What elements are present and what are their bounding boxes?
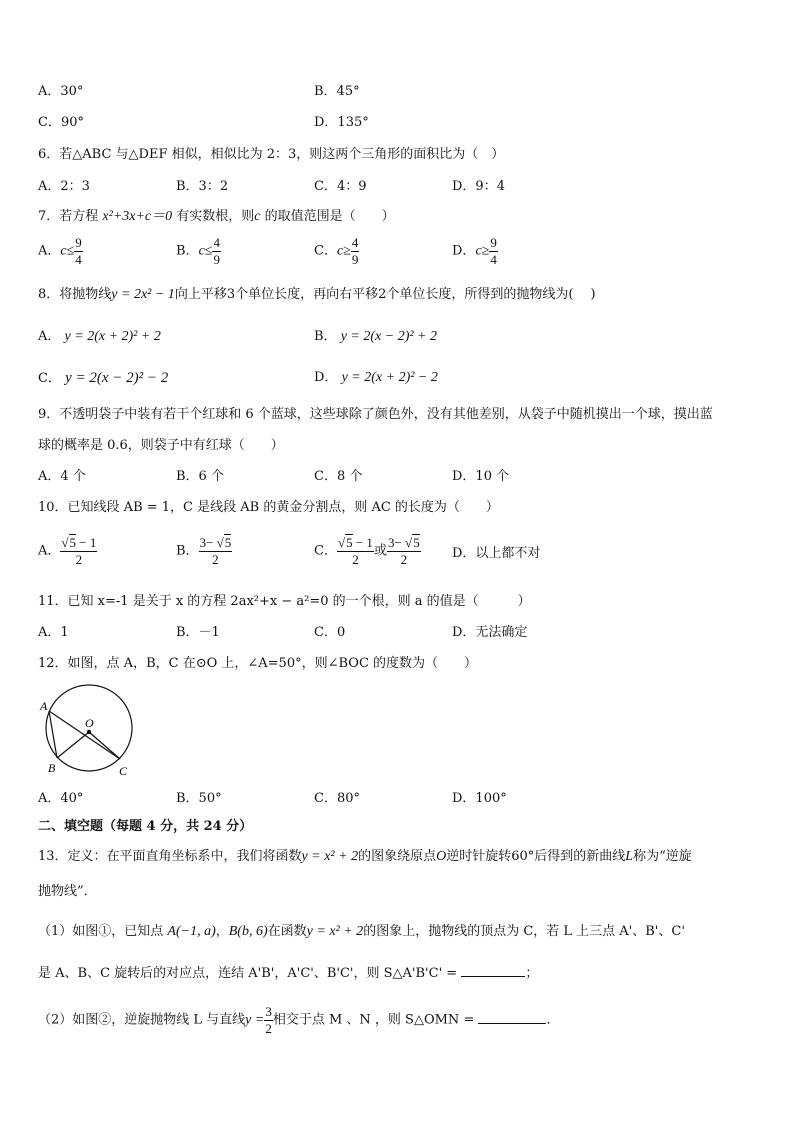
option-label: D． <box>314 370 338 385</box>
q12-option-c: C．80° <box>314 791 360 806</box>
q7-stem-mid: 有实数根，则 <box>172 209 255 224</box>
q8-option-d <box>314 371 438 385</box>
radicand: 5 <box>224 535 232 550</box>
q11-option-b: B．－1 <box>176 625 220 640</box>
q11-option-a: A．1 <box>38 625 69 640</box>
q7-stem-post: 的取值范围是（ ） <box>260 209 395 224</box>
q8-option-b <box>314 330 437 344</box>
q11-option-d: D．无法确定 <box>452 625 528 640</box>
q13-text: 的图象绕原点 <box>358 849 437 864</box>
fraction <box>212 236 221 266</box>
option-label: D． <box>452 243 476 259</box>
q13-part2 <box>38 1005 560 1035</box>
numerator-head: 3− <box>199 535 217 550</box>
circle-figure <box>34 684 140 780</box>
fraction <box>489 236 498 266</box>
q10-option-c <box>314 536 421 566</box>
fraction <box>199 536 233 566</box>
numerator: 3 <box>265 1004 272 1019</box>
fraction <box>264 1005 273 1035</box>
numerator: 9 <box>490 235 497 250</box>
q13-text: ． <box>546 1012 560 1028</box>
numerator: 4 <box>351 235 359 250</box>
question-6-stem: 6．若△ABC 与△DEF 相似，相似比为 2：3，则这两个三角形的面积比为（ ） <box>38 147 505 162</box>
question-7-stem <box>38 210 395 224</box>
q8-equation: y = 2x² − 1 <box>111 287 175 302</box>
denominator: 2 <box>400 551 408 567</box>
point-a: A(−1, a) <box>167 924 216 939</box>
denominator: 2 <box>212 551 219 567</box>
q7-option-b <box>176 236 221 266</box>
option-formula: y = 2(x − 2)² − 2 <box>65 370 169 386</box>
question-13-line1 <box>38 850 692 864</box>
fraction <box>387 536 421 566</box>
option-label: C． <box>314 243 337 259</box>
fraction <box>74 236 83 266</box>
numerator-head: 3− <box>387 535 406 550</box>
q13-text: 在函数 <box>267 924 307 939</box>
q9-option-d: D．10 个 <box>452 469 510 484</box>
q12-option-d: D．100° <box>452 791 507 806</box>
q12-option-a: A．40° <box>38 791 84 806</box>
denominator: 9 <box>351 251 359 267</box>
q13-text: （1）如图①，已知点 <box>38 924 168 939</box>
option-condition: c≤ <box>198 243 213 259</box>
q13-text: 是 A、B、C 旋转后的对应点，连结 A'B'，A'C'、B'C'，则 S△A'B'C' = <box>38 966 458 981</box>
option-a: A．30° <box>38 84 84 99</box>
option-d: D．135° <box>314 115 369 130</box>
q12-option-b: B．50° <box>176 791 222 806</box>
q8-option-c <box>38 371 168 386</box>
option-b: B．45° <box>314 84 360 99</box>
question-10-stem: 10．已知线段 AB = 1，C 是线段 AB 的黄金分割点，则 AC 的长度为（ ） <box>38 500 499 515</box>
numerator: 9 <box>75 235 82 250</box>
denominator: 4 <box>75 251 82 267</box>
q13-text: 逆时针旋转60°后得到的新曲线 <box>446 849 626 864</box>
q7-option-c <box>314 236 359 266</box>
question-12-stem: 12．如图，点 A，B，C 在⊙O 上，∠A=50°，则∠BOC 的度数为（ ） <box>38 656 478 671</box>
radicand: 5 <box>413 535 420 550</box>
q9-option-a: A．4 个 <box>38 469 86 484</box>
q7-option-d <box>452 236 498 266</box>
option-condition: c≥ <box>336 243 351 259</box>
answer-blank[interactable] <box>478 1011 546 1024</box>
option-formula: y = 2(x + 2)² + 2 <box>64 329 161 344</box>
label-b: B <box>48 761 56 775</box>
label-a: A <box>40 699 48 713</box>
center-point <box>87 730 91 734</box>
or-word: 或 <box>373 543 387 559</box>
q10-option-d: D．以上都不对 <box>452 546 541 561</box>
numerator: 4 <box>213 235 220 250</box>
numerator: 3− √5 <box>387 535 420 550</box>
q13-function: y = x² + 2 <box>306 924 364 939</box>
q13-text: 的图象上，抛物线的顶点为 C，若 L 上三点 A'、B'、C' <box>363 924 685 939</box>
option-label: A． <box>38 543 61 559</box>
q13-part1-line2 <box>38 964 538 980</box>
numerator: √5 − 1 <box>61 535 97 550</box>
option-c: C．90° <box>38 115 84 130</box>
q11-option-c: C．0 <box>314 625 346 640</box>
question-9-stem-line1: 9．不透明袋子中装有若干个红球和 6 个蓝球，这些球除了颜色外，没有其他差别，从袋子中随机摸出一个球，摸出蓝 <box>38 407 713 422</box>
numerator-tail: − 1 <box>352 535 373 550</box>
q13-text: 13．定义：在平面直角坐标系中，我们将函数 <box>38 849 302 864</box>
q13-origin: O <box>436 849 447 864</box>
point-b: B(b, 6) <box>228 924 268 939</box>
q8-stem-post: 向上平移3个单位长度，再向右平移2个单位长度，所得到的抛物线为( ) <box>174 287 596 302</box>
option-label: A． <box>38 329 61 344</box>
question-13-line2: 抛物线”． <box>38 884 97 899</box>
option-condition: c≥ <box>475 243 490 259</box>
q13-text: 称为“逆旋 <box>633 849 692 864</box>
q8-option-a <box>38 330 161 344</box>
numerator-tail: − 1 <box>76 535 97 550</box>
q13-text: 相交于点 M 、N ，则 S△OMN = <box>272 1012 475 1028</box>
q10-option-b <box>176 536 232 566</box>
q10-option-a <box>38 536 97 566</box>
question-11-stem: 11．已知 x=-1 是关于 x 的方程 2ax²+x − a²=0 的一个根，则 a 的值是（ ） <box>38 594 531 609</box>
q7-equation: x²+3x+c＝0 <box>102 209 173 224</box>
q13-text: ， <box>215 924 229 939</box>
fraction <box>337 536 374 566</box>
line-equation: y = <box>245 1012 265 1028</box>
label-c: C <box>119 764 128 778</box>
fraction <box>60 536 97 566</box>
q6-option-d: D．9：4 <box>452 179 505 194</box>
answer-blank[interactable] <box>461 964 525 977</box>
denominator: 9 <box>213 251 220 267</box>
q6-option-c: C．4：9 <box>314 179 367 194</box>
q9-option-c: C．8 个 <box>314 469 363 484</box>
q13-function: y = x² + 2 <box>301 849 359 864</box>
option-formula: y = 2(x − 2)² + 2 <box>340 329 437 344</box>
question-8-stem <box>38 288 596 302</box>
option-formula: y = 2(x + 2)² − 2 <box>341 370 438 385</box>
numerator: √5 − 1 <box>337 535 373 550</box>
segment-oc <box>89 732 120 759</box>
denominator: 2 <box>265 1020 272 1036</box>
q7-stem-pre: 7．若方程 <box>38 209 103 224</box>
denominator: 2 <box>352 551 359 567</box>
option-label: C． <box>314 543 337 559</box>
denominator: 2 <box>75 551 83 567</box>
fraction <box>351 236 360 266</box>
radicand: 5 <box>69 535 77 550</box>
question-9-stem-line2: 球的概率是 0.6，则袋子中有红球（ ） <box>38 438 284 453</box>
option-label: C． <box>38 371 61 386</box>
q7-variable: c <box>254 209 261 224</box>
option-label: B． <box>314 329 337 344</box>
segment-bo <box>57 732 89 758</box>
q13-part1-line1 <box>38 925 685 939</box>
q13-text: ； <box>525 966 539 981</box>
q9-option-b: B．6 个 <box>176 469 224 484</box>
q8-stem-pre: 8．将抛物线 <box>38 287 112 302</box>
q7-option-a <box>38 236 83 266</box>
option-label: A． <box>38 243 61 259</box>
option-condition: c≤ <box>60 243 75 259</box>
q13-text: （2）如图②，逆旋抛物线 L 与直线 <box>38 1012 246 1028</box>
label-o: O <box>85 716 94 730</box>
denominator: 4 <box>490 251 497 267</box>
radicand: 5 <box>346 535 353 550</box>
q6-option-b: B．3：2 <box>176 179 229 194</box>
option-label: B． <box>176 243 199 259</box>
option-label: B． <box>176 543 199 559</box>
section-title: 二、填空题（每题 4 分，共 24 分） <box>38 819 253 834</box>
numerator: 3− √5 <box>199 535 232 550</box>
q6-option-a: A．2：3 <box>38 179 90 194</box>
q13-curve-l: L <box>625 849 634 864</box>
